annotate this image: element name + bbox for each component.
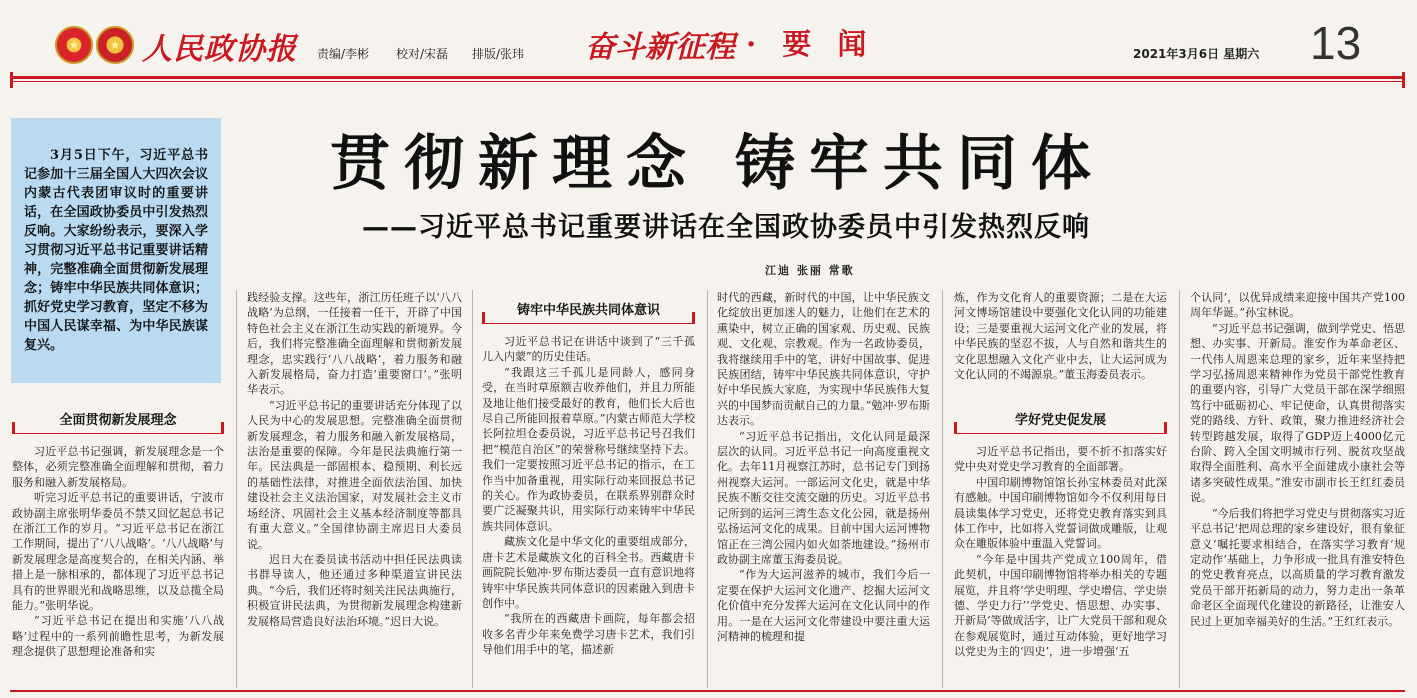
paragraph: “今年是中国共产党成立100周年，借此契机，中国印刷博物馆将举办相关的专题展览，并且将‘学史明理、学史增信、学史崇德、学史力行’‘学党史、悟思想、办实事、开新局’等做成活字，让广大党员干部和观众在参观展览时，通过互动体验，更好地学习以党史为主的‘四史’，进一步增强‘五 [954, 552, 1167, 659]
paragraph: “习近平总书记的重要讲话充分体现了以人民为中心的发展思想。完整准确全面贯彻新发展理念，着力服务和融入新发展格局，法治是重要的保障。今年是民法典施行第一年。民法典是一部固根本、稳预期、利长远的基础性法律，对推进全面依法治国、加快建设社会主义法治国家，对发展社会主义市场经济、巩固社会主义基本经济制度等都具有重大意义。”全国律协副主席迟日大委员说。 [247, 398, 462, 551]
paragraph: “今后我们将把学习党史与贯彻落实习近平总书记‘把周总理的家乡建设好，很有象征意义’嘱托要求相结合，在落实学习教育‘规定动作’基础上，力争形成一批具有淮安特色的党史教育亮点，以高质量的学习教育激发党员干部开拓新局的动力，努力走出一条革命老区全面现代化建设的新路径，让淮安人民过上更加幸福美好的生活。”王红红表示。 [1190, 506, 1405, 628]
lead-summary-text: 3月5日下午，习近平总书记参加十三届全国人大四次会议内蒙古代表团审议时的重要讲话，在全国政协委员中引发热烈反响。大家纷纷表示，要深入学习贯彻习近平总书记重要讲话精神，完整准确全面贯彻新发展理念；铸牢中华民族共同体意识；抓好党史学习教育，坚定不移为中国人民谋幸福、为中华民族谋复兴。 [24, 148, 208, 353]
article-column-1 [12, 444, 224, 688]
paragraph: 习近平总书记强调，新发展理念是一个整体，必须完整准确全面理解和贯彻，着力服务和融入新发展格局。 [12, 445, 224, 489]
layout-credit: 排版/张玮 [472, 47, 525, 61]
masthead [0, 0, 1417, 70]
paragraph: 时代的西藏，新时代的中国，让中华民族文化绽放出更加迷人的魅力，让他们在艺术的熏染中，树立正确的国家观、历史观、民族观、文化观、宗教观。作为一名政协委员，我将继续用手中的笔，讲好中国故事、促进民族团结，铸牢中华民族共同体意识，守护好中华民族大家庭，为实现中华民族伟大复兴的中国梦而贡献自己的力量。”勉冲·罗布斯达表示。 [717, 291, 930, 428]
paragraph: 个认同’，以优异成绩来迎接中国共产党100周年华诞。”孙宝林说。 [1190, 291, 1405, 320]
paragraph: “我所在的西藏唐卡画院，每年都会招收多名青少年来免费学习唐卡艺术，我们引导他们用手中的笔，描述新 [482, 612, 695, 657]
column-divider [472, 290, 473, 688]
paragraph: 践经验支撑。这些年，浙江历任班子以‘八八战略’为总纲，一任接着一任干，开辟了中国特色社会主义在浙江生动实践的新境界。今后，我们将完整准确全面理解和贯彻新发展理念，忠实践行‘八八战略’，着力服务和融入新发展格局，奋力打造‘重要窗口’。”张明华表示。 [247, 291, 462, 397]
paragraph: 习近平总书记指出，要不折不扣落实好党中央对党史学习教育的全面部署。 [954, 445, 1167, 474]
proofreader-credit: 校对/宋磊 [396, 47, 449, 61]
paragraph: “习近平总书记在提出和实施‘八八战略’过程中的一系列前瞻性思考，为新发展理念提供了思想理论准备和实 [12, 614, 224, 659]
subheadline: ——习近平总书记重要讲话在全国政协委员中引发热烈反响 [362, 212, 1090, 243]
article-column-5-top [954, 290, 1167, 398]
paragraph: “习近平总书记强调，做到学党史、悟思想、办实事、开新局。淮安作为革命老区、一代伟人周恩来总理的家乡，近年来坚持把学习弘扬周恩来精神作为党员干部党性教育的重要内容，引导广大党员干部在深学细照笃行中砥砺初心、牢记使命，认真贯彻落实党的路线、方针、政策，聚力推进经济社会转型跨越发展，取得了GDP迈上4000亿元台阶、跨入全国文明城市行列、脱贫攻坚战取得全面胜利、高水平全面建成小康社会等诸多突破性成果。”淮安市副市长王红红委员说。 [1190, 321, 1405, 505]
paragraph: 迟日大在委员读书活动中担任民法典读书群导读人，他还通过多种渠道宣讲民法典。“今后，我们还将时刻关注民法典施行，积极宣讲民法典，为贯彻新发展理念构建新发展格局营造良好法治环境。”迟日大说。 [247, 552, 462, 628]
national-emblem-icon: ★ [55, 26, 93, 64]
masthead-slogan: 奋斗新征程 [585, 30, 735, 65]
section-dot: · [746, 27, 765, 61]
section-subtitle-community: 铸牢中华民族共同体意识 [482, 300, 695, 324]
headline: 贯彻新理念 铸牢共同体 [330, 129, 1105, 199]
article-column-4 [717, 290, 930, 688]
paragraph: 习近平总书记在讲话中谈到了“三千孤儿入内蒙”的历史佳话。 [482, 335, 695, 364]
byline: 江迪 张丽 常歌 [765, 264, 855, 277]
page-number: 13 [1310, 17, 1362, 69]
column-divider [236, 290, 237, 688]
section-subtitle-party-history: 学好党史促发展 [954, 410, 1167, 434]
column-divider [942, 290, 943, 688]
lead-summary-box [11, 118, 221, 383]
issue-date: 2021年3月6日 星期六 [1133, 47, 1260, 61]
article-column-5-bottom [954, 444, 1167, 688]
article-column-6 [1190, 290, 1405, 688]
section-name [746, 22, 874, 63]
paragraph: “我跟这三千孤儿是同龄人，感同身受，在当时草原额吉收养他们，并且力所能及地让他们接受最好的教育，他们长大后也尽自己所能回报着草原。”内蒙古师范大学校长阿拉坦仓委员说，习近平总书记号召我们把“模范自治区”的荣誉称号继续坚持下去。我们一定要按照习近平总书记的指示，在工作当中加备重视，用实际行动来回报总书记的关心。作为政协委员，在联系界别群众时要广泛凝聚共识，用实际行动来铸牢中华民族共同体意识。 [482, 365, 695, 533]
editor-credit: 责编/李彬 [317, 47, 370, 61]
cppcc-emblem-icon: ★ [96, 26, 134, 64]
section-subtitle-development: 全面贯彻新发展理念 [12, 410, 224, 434]
paragraph: “作为大运河滋养的城市，我们今后一定要在保护大运河文化遗产、挖掘大运河文化价值中充分发挥大运河在文化认同中的作用。一是在大运河文化带建设中要注重大运河精神的梳理和提 [717, 568, 930, 643]
article-column-2 [247, 290, 462, 688]
newspaper-name: 人民政协报 [142, 32, 297, 67]
paragraph: 炼，作为文化育人的重要资源；二是在大运河文博场馆建设中要强化文化认同的功能建设；三是要重视大运河文化产业的发展，将中华民族的坚忍不拔，人与自然和谐共生的文化思想融入文化产业中去，让大运河成为文化认同的不竭源泉。”董玉海委员表示。 [954, 291, 1167, 382]
column-divider [1179, 290, 1180, 688]
paragraph: 藏族文化是中华文化的重要组成部分，唐卡艺术是藏族文化的百科全书。西藏唐卡画院院长勉冲·罗布斯达委员一直有意识地将铸牢中华民族共同体意识的因素融入到唐卡创作中。 [482, 535, 695, 610]
masthead-rule [10, 72, 1405, 88]
section-label: 要 闻 [782, 27, 875, 61]
paragraph: 听完习近平总书记的重要讲话，宁波市政协副主席张明华委员不禁又回忆起总书记在浙江工作的岁月。“习近平总书记在浙江工作期间，提出了‘八八战略’。‘八八战略’与新发展理念是高度契合的，在相关内涵、举措上是一脉相承的，都体现了习近平总书记具有的世界眼光和战略思维，以及总揽全局能力。”张明华说。 [12, 491, 224, 613]
paragraph: 中国印刷博物馆馆长孙宝林委员对此深有感触。中国印刷博物馆如今不仅利用每日晨读集体学习党史，还将党史教育落实到具体工作中，比如将入党誓词做成雕版，让观众在雕版体验中重温入党誓词。 [954, 475, 1167, 551]
paragraph: “习近平总书记指出，文化认同是最深层次的认同。习近平总书记一向高度重视文化。去年11月视察江苏时，总书记专门到扬州视察大运河。一部运河文化史，就是中华民族不断交往交流交融的历史。习近平总书记所到的运河三湾生态文化公园，就是扬州弘扬运河文化的成果。目前中国大运河博物馆正在三湾公园内如火如荼地建设。”扬州市政协副主席董玉海委员说。 [717, 429, 930, 566]
article-column-3 [482, 334, 695, 688]
column-divider [707, 290, 708, 688]
bottom-rule [10, 690, 1405, 692]
